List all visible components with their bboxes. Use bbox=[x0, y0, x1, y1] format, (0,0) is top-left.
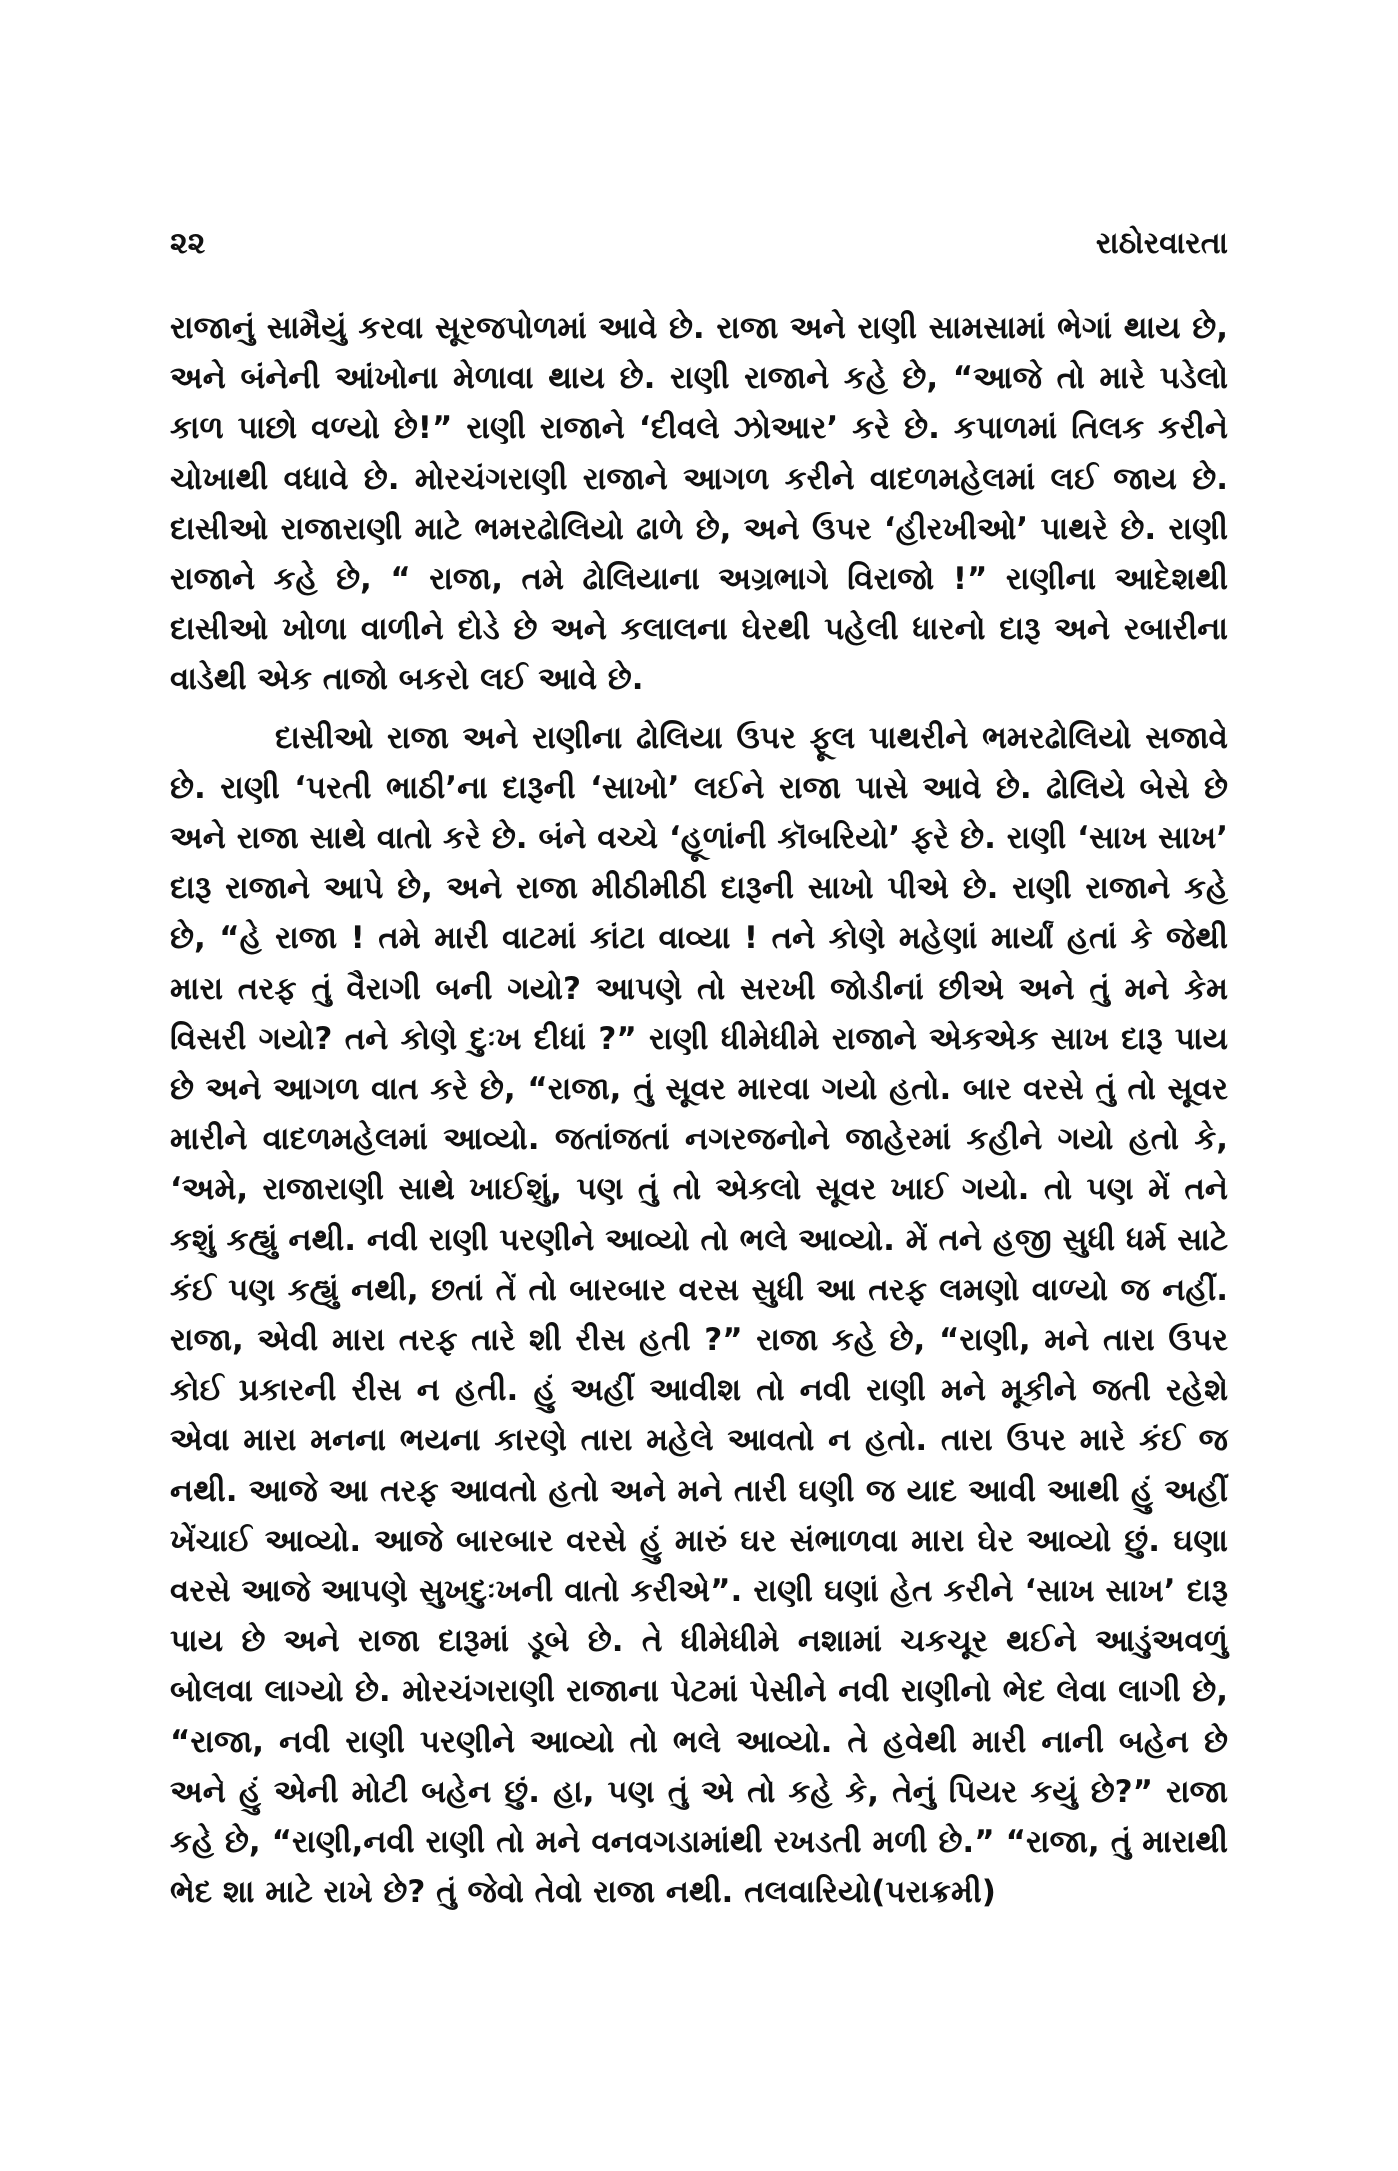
page-number: ૨૨ bbox=[170, 225, 206, 261]
running-title: રાઠોરવારતા bbox=[1095, 225, 1228, 261]
page-header bbox=[170, 218, 1228, 268]
paragraph-2: દાસીઓ રાજા અને રાણીના ઢોલિયા ઉપર ફૂલ પાથરીને ભમરઢોલિયો સજાવે છે. રાણી ‘પરતી ભાઠી’ના દારૂની ‘સાખો’ લઈને રાજા પાસે આવે છે. ઢોલિયે બેસે છે અને રાજા સાથે વાતો કરે છે. બંને વચ્ચે ‘હૂળાંની કૉબરિયો’ ફરે છે. રાણી ‘સાખ સાખ’ દારૂ રાજાને આપે છે, અને રાજા મીઠીમીઠી દારૂની સાખો પીએ છે. રાણી રાજાને કહે છે, “હે રાજા ! તમે મારી વાટમાં કાંટા વાવ્યા ! તને કોણે મહેણાં માર્યાં હતાં કે જેથી મારા તરફ તું વૈરાગી બની ગયો? આપણે તો સરખી જોડીનાં છીએ અને તું મને કેમ વિસરી ગયો? તને કોણે દુઃખ દીધાં ?” રાણી ધીમેધીમે રાજાને એકએક સાખ દારૂ પાય છે અને આગળ વાત કરે છે, “રાજા, તું સૂવર મારવા ગયો હતો. બાર વરસે તું તો સૂવર મારીને વાદળમહેલમાં આવ્યો. જતાંજતાં નગરજનોને જાહેરમાં કહીને ગયો હતો કે, ‘અમે, રાજારાણી સાથે ખાઈશું, પણ તું તો એકલો સૂવર ખાઈ ગયો. તો પણ મેં તને કશું કહ્યું નથી. નવી રાણી પરણીને આવ્યો તો ભલે આવ્યો. મેં તને હજી સુધી ધર્મ સાટે કંઈ પણ કહ્યું નથી, છતાં તેં તો બારબાર વરસ સુધી આ તરફ લમણો વાળ્યો જ નહીં. રાજા, એવી મારા તરફ તારે શી રીસ હતી ?” રાજા કહે છે, “રાણી, મને તારા ઉપર કોઈ પ્રકારની રીસ ન હતી. હું અહીં આવીશ તો નવી રાણી મને મૂકીને જતી રહેશે એવા મારા મનના ભયના કારણે તારા મહેલે આવતો ન હતો. તારા ઉપર મારે કંઈ જ નથી. આજે આ તરફ આવતો હતો અને મને તારી ઘણી જ યાદ આવી આથી હું અહીં ખેંચાઈ આવ્યો. આજે બારબાર વરસે હું મારું ઘર સંભાળવા મારા ઘેર આવ્યો છું. ઘણા વરસે આજે આપણે સુખદુઃખની વાતો કરીએ”. રાણી ઘણાં હેત કરીને ‘સાખ સાખ’ દારૂ પાય છે અને રાજા દારૂમાં ડૂબે છે. તે ધીમેધીમે નશામાં ચકચૂર થઈને આડુંઅવળું બોલવા લાગ્યો છે. મોરચંગરાણી રાજાના પેટમાં પેસીને નવી રાણીનો ભેદ લેવા લાગી છે, “રાજા, નવી રાણી પરણીને આવ્યો તો ભલે આવ્યો. તે હવેથી મારી નાની બહેન છે અને હું એની મોટી બહેન છું. હા, પણ તું એ તો કહે કે, તેનું પિયર કયું છે?” રાજા કહે છે, “રાણી,નવી રાણી તો મને વનવગડામાંથી રખડતી મળી છે.” “રાજા, તું મારાથી ભેદ શા માટે રાખે છે? તું જેવો તેવો રાજા નથી. તલવારિયો(પરાક્રમી) bbox=[170, 719, 1228, 1911]
paragraph-1: રાજાનું સામૈયું કરવા સૂરજપોળમાં આવે છે. રાજા અને રાણી સામસામાં ભેગાં થાય છે, અને બંનેની આંખોના મેળાવા થાય છે. રાણી રાજાને કહે છે, “આજે તો મારે પડેલો કાળ પાછો વળ્યો છે!” રાણી રાજાને ‘દીવલે ઝોઆર’ કરે છે. કપાળમાં તિલક કરીને ચોખાથી વધાવે છે. મોરચંગરાણી રાજાને આગળ કરીને વાદળમહેલમાં લઈ જાય છે. દાસીઓ રાજારાણી માટે ભમરઢોલિયો ઢાળે છે, અને ઉપર ‘હીરખીઓ’ પાથરે છે. રાણી રાજાને કહે છે, “ રાજા, તમે ઢોલિયાના અગ્રભાગે વિરાજો !” રાણીના આદેશથી દાસીઓ ખોળા વાળીને દોડે છે અને કલાલના ઘેરથી પહેલી ધારનો દારૂ અને રબારીના વાડેથી એક તાજો બકરો લઈ આવે છે. bbox=[170, 310, 1228, 698]
body-text bbox=[170, 303, 1228, 1918]
